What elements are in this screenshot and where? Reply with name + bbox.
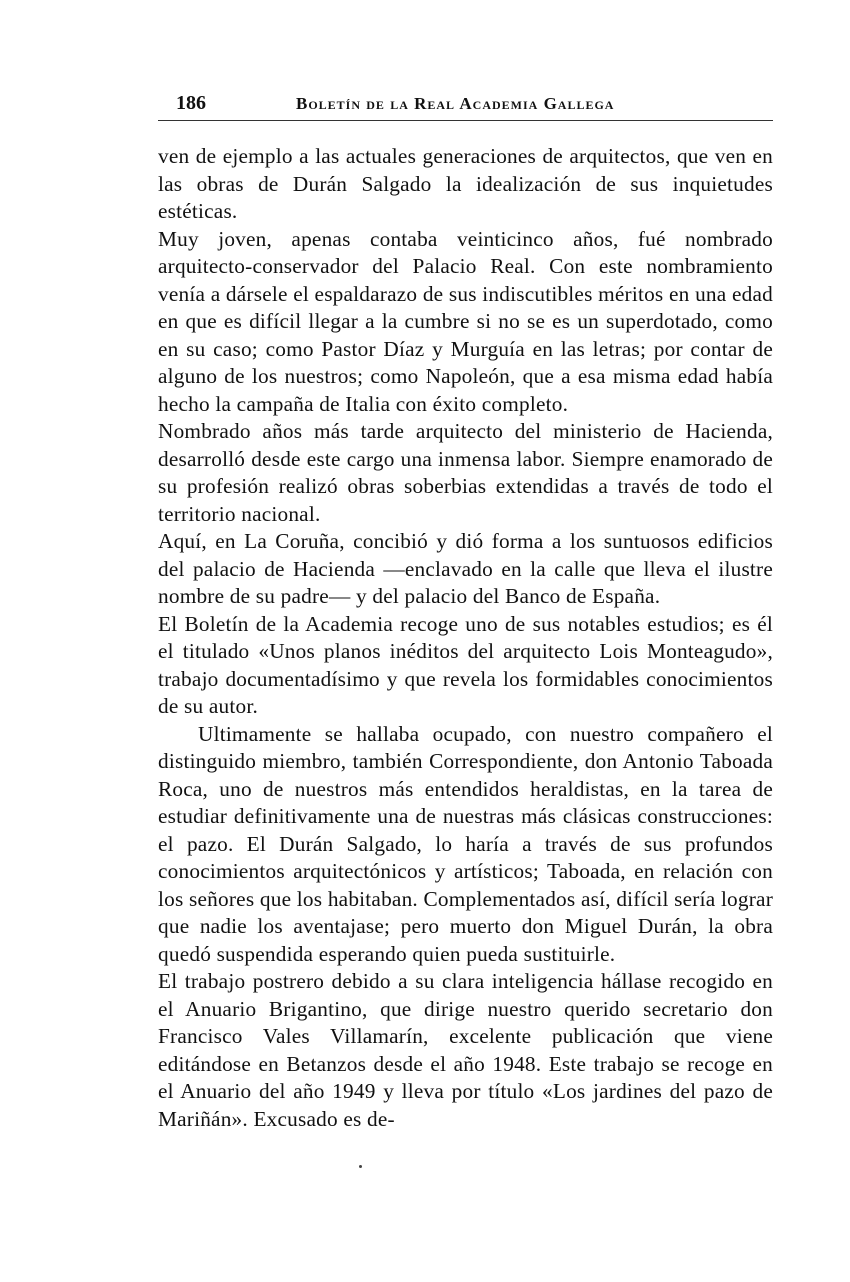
header-rule [158,120,773,121]
paragraph-1: ven de ejemplo a las actuales generaciones de arquitectos, que ven en las obras de Durán Salgado la idealización de sus inquietudes estéticas. [158,144,773,223]
page-speck [359,1165,362,1168]
paragraph-3: Nombrado años más tarde arquitecto del ministerio de Hacienda, desarrolló desde este cargo una inmensa labor. Siempre enamorado de su profesión realizó obras soberbias extendidas a través de todo el territorio nacional. [158,419,773,526]
paragraph-5: El Boletín de la Academia recoge uno de sus notables estudios; es él el titulado «Unos planos inéditos del arquitecto Lois Monteagudo», trabajo documentadísimo y que revela los formidables conocimientos de su autor. [158,611,773,718]
running-title: Boletín de la Real Academia Gallega [296,94,615,113]
paragraph-7: El trabajo postrero debido a su clara inteligencia hállase recogido en el Anuario Brigantino, que dirige nuestro querido secretario don Francisco Vales Villamarín, excelente publicación que viene editándose en Betanzos desde el año 1948. Este trabajo se recoge en el Anuario del año 1949 y lleva por título «Los jardines del pazo de Mariñán». Excusado es de- [158,969,773,1131]
paragraph-6: Ultimamente se hallaba ocupado, con nuestro compañero el distinguido miembro, también Correspondiente, don Antonio Taboada Roca, uno de nuestros más entendidos heraldistas, en la tarea de estudiar definitivamente una de nuestras más clásicas construcciones: el pazo. El Durán Salgado, lo haría a través de sus profundos conocimientos arquitectónicos y artísticos; Taboada, en relación con los señores que los habitaban. Complementados así, difícil sería lograr que nadie los aventajase; pero muerto don Miguel Durán, la obra quedó suspendida esperando quien pueda sustituirle. [158,721,773,966]
page-header [158,92,773,122]
paragraph-4: Aquí, en La Coruña, concibió y dió forma a los suntuosos edificios del palacio de Hacienda —enclavado en la calle que lleva el ilustre nombre de su padre— y del palacio del Banco de España. [158,529,773,608]
body-text [158,143,773,1133]
paragraph-2: Muy joven, apenas contaba veinticinco años, fué nombrado arquitecto-conservador del Palacio Real. Con este nombramiento venía a dársele el espaldarazo de sus indiscutibles méritos en una edad en que es difícil llegar a la cumbre si no se es un superdotado, como en su caso; como Pastor Díaz y Murguía en las letras; por contar de alguno de los nuestros; como Napoleón, que a esa misma edad había hecho la campaña de Italia con éxito completo. [158,226,773,416]
page-number: 186 [176,92,206,114]
